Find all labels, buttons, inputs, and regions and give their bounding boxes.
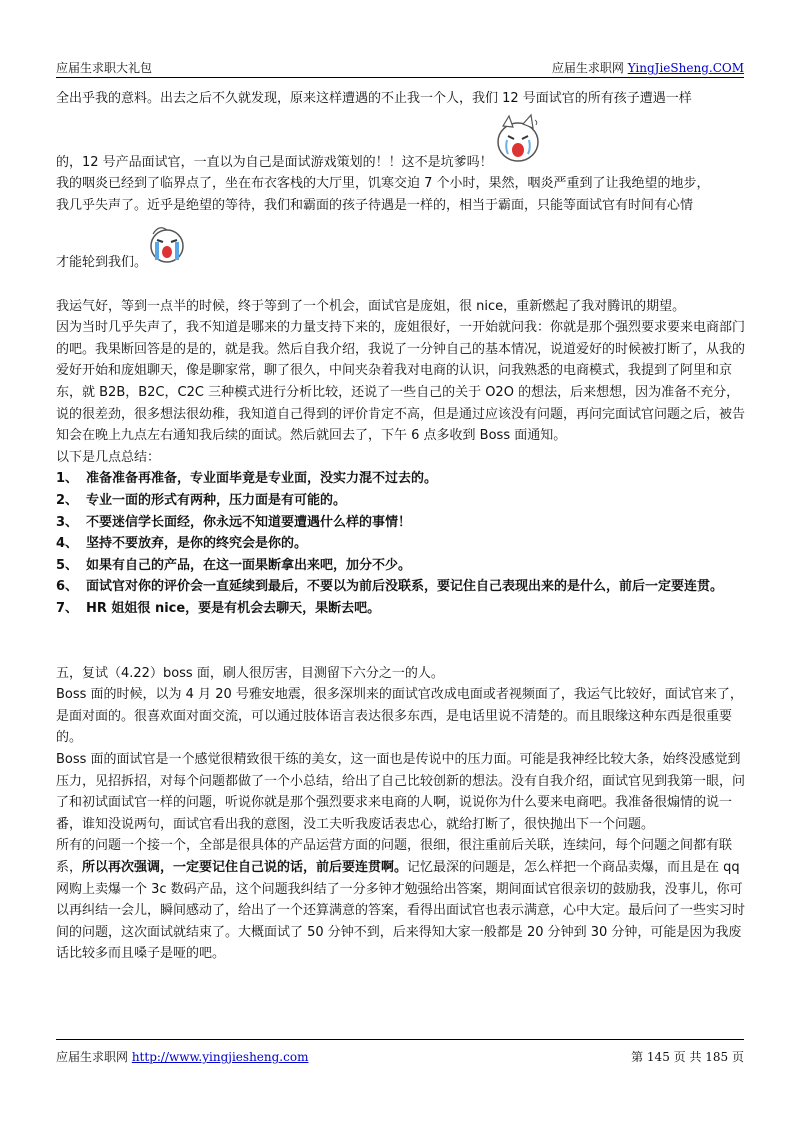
spacer xyxy=(56,274,746,296)
summary-number: 2、 xyxy=(56,492,79,508)
summary-number: 6、 xyxy=(56,579,79,595)
paragraph: 我几乎失声了。近乎是绝望的等待，我们和霸面的孩子待遇是一样的，相当于霸面，只能等面试官有时间有心情 xyxy=(56,197,694,213)
paragraph-text: 才能轮到我们。 xyxy=(56,255,148,271)
summary-number: 7、 xyxy=(56,600,79,616)
page-number: 第 145 页 共 185 页 xyxy=(631,1050,744,1064)
footer-site-link[interactable]: http://www.yingjiesheng.com xyxy=(131,1050,309,1064)
summary-item xyxy=(56,490,746,512)
summary-item xyxy=(56,576,746,598)
emphasis-text: 所以再次强调，一定要记住自己说的话，前后要连贯啊。 xyxy=(82,860,408,875)
summary-text: 专业一面的形式有两种，压力面是有可能的。 xyxy=(86,492,347,508)
summary-item xyxy=(56,512,746,534)
crying-face-emoji-icon xyxy=(147,222,187,274)
paragraph: 因为当时几乎失声了，我不知道是哪来的力量支持下来的，庞姐很好，一开始就问我：你就是那个强烈要求要来电商部门的吧。我果断回答是的是的，就是我。然后自我介绍，我说了一分钟自己的基本情况，说道爱好的时候被打断了，从我的爱好开始和庞姐聊天，像是聊家常，聊了很久，中间夹杂着我对电商的认识，问我熟悉的电商模式，我提到了阿里和京东，就 B2B，B2C，C2C 三种模式进行分析比较，还说了一些自己的关于 O2O 的想法，后来想想，因为准备不充分，说的很差劲，很多想法很幼稚，我知道自己得到的评价肯定不高，但是通过应该没有问题，再问完面试官问题之后，被告知会在晚上九点左右通知我后续的面试。然后就回去了，下午 6 点多收到 Boss 面通知。 xyxy=(56,320,746,444)
section-heading: 五，复试（4.22）boss 面，刷人很厉害，目测留下六分之一的人。 xyxy=(56,665,444,681)
spacer xyxy=(56,641,746,663)
summary-text: 不要迷信学长面经，你永远不知道要遭遇什么样的事情！ xyxy=(86,514,412,530)
summary-number: 3、 xyxy=(56,514,79,530)
summary-number: 4、 xyxy=(56,536,79,552)
summary-text: HR 姐姐很 nice，要是有机会去聊天，果断去吧。 xyxy=(86,600,381,616)
paragraph xyxy=(56,835,746,965)
summary-text: 面试官对你的评价会一直延续到最后，不要以为前后没联系，要记住自己表现出来的是什么，前后一定要连贯。 xyxy=(86,579,724,595)
paragraph-text: 记忆最深的问题是，怎么样把一个商品卖爆，而且是在 qq 网购上卖爆一个 3c 数码产品，这个问题我纠结了一分多钟才勉强给出答案，期间面试官很亲切的鼓励我，没事儿，你可以再纠结一会儿，瞬间感动了，给出了一个还算满意的答案，看得出面试官也表示满意，心中大定。最后问了一些实习时间的问题，这次面试就结束了。大概面试了 50 分钟不到，后来得知大家一般都是 20 分钟到 30 分钟，可能是因为我废话比较多而且嗓子是哑的吧。 xyxy=(56,860,746,962)
document-body xyxy=(56,88,746,965)
paragraph: 以下是几点总结： xyxy=(56,449,161,465)
paragraph: 我的咽炎已经到了临界点了，坐在布衣客栈的大厅里，饥寒交迫 7 个小时，果然，咽炎严重到了让我绝望的地步， xyxy=(56,176,710,192)
paragraph xyxy=(56,112,746,174)
summary-number: 5、 xyxy=(56,557,79,573)
footer-site xyxy=(56,1048,308,1065)
spacer xyxy=(56,619,746,641)
header-title: 应届生求职大礼包 xyxy=(56,61,153,75)
paragraph-text: 的，12 号产品面试官，一直以为自己是面试游戏策划的！！这不是坑爹吗！ xyxy=(56,154,493,170)
summary-item xyxy=(56,555,746,577)
paragraph-text: 所有的问题一个接一个，全部是很具体的产品运营方面的问题，很细，很注重前后关联，连续问，每个问题之间都有联系， xyxy=(56,838,733,875)
crying-face-emoji-icon xyxy=(493,112,543,174)
paragraph xyxy=(56,222,746,274)
page-header xyxy=(56,57,744,78)
paragraph: Boss 面的时候，以为 4 月 20 号雅安地震，很多深圳来的面试官改成电面或者视频面了，我运气比较好，面试官来了，是面对面的。很喜欢面对面交流，可以通过肢体语言表达很多东西，是电话里说不清楚的。而且眼缘这种东西是很重要的。 xyxy=(56,687,743,746)
summary-item xyxy=(56,598,746,620)
header-site-prefix: 应届生求职网 xyxy=(551,61,628,75)
paragraph: 我运气好，等到一点半的时候，终于等到了一个机会，面试官是庞姐，很 nice，重新燃起了我对腾讯的期望。 xyxy=(56,298,686,314)
header-site-link[interactable]: YingJieSheng.COM xyxy=(627,61,744,75)
paragraph: 全出乎我的意料。出去之后不久就发现，原来这样遭遇的不止我一个人，我们 12 号面试官的所有孩子遭遇一样 xyxy=(56,91,692,106)
header-site xyxy=(552,59,744,76)
summary-number: 1、 xyxy=(56,471,79,487)
footer-site-prefix: 应届生求职网 xyxy=(56,1050,132,1064)
summary-text: 准备准备再准备，专业面毕竟是专业面，没实力混不过去的。 xyxy=(86,471,438,487)
page-footer xyxy=(56,1039,744,1066)
summary-item xyxy=(56,468,746,490)
summary-item xyxy=(56,533,746,555)
summary-list xyxy=(56,468,746,619)
paragraph: Boss 面的面试官是一个感觉很精致很干练的美女，这一面也是传说中的压力面。可能是我神经比较大条，始终没感觉到压力，见招拆招，对每个问题都做了一个小总结，给出了自己比较创新的想法。没有自我介绍，面试官见到我第一眼，问了和初试面试官一样的问题，听说你就是那个强烈要求来电商的人啊，说说你为什么要来电商吧。我准备很煽情的说一番，谁知没说两句，面试官看出我的意图，没工夫听我废话表忠心，就给打断了，很快抛出下一个问题。 xyxy=(56,752,746,832)
summary-text: 坚持不要放弃，是你的终究会是你的。 xyxy=(86,536,308,552)
summary-text: 如果有自己的产品，在这一面果断拿出来吧，加分不少。 xyxy=(86,557,412,573)
